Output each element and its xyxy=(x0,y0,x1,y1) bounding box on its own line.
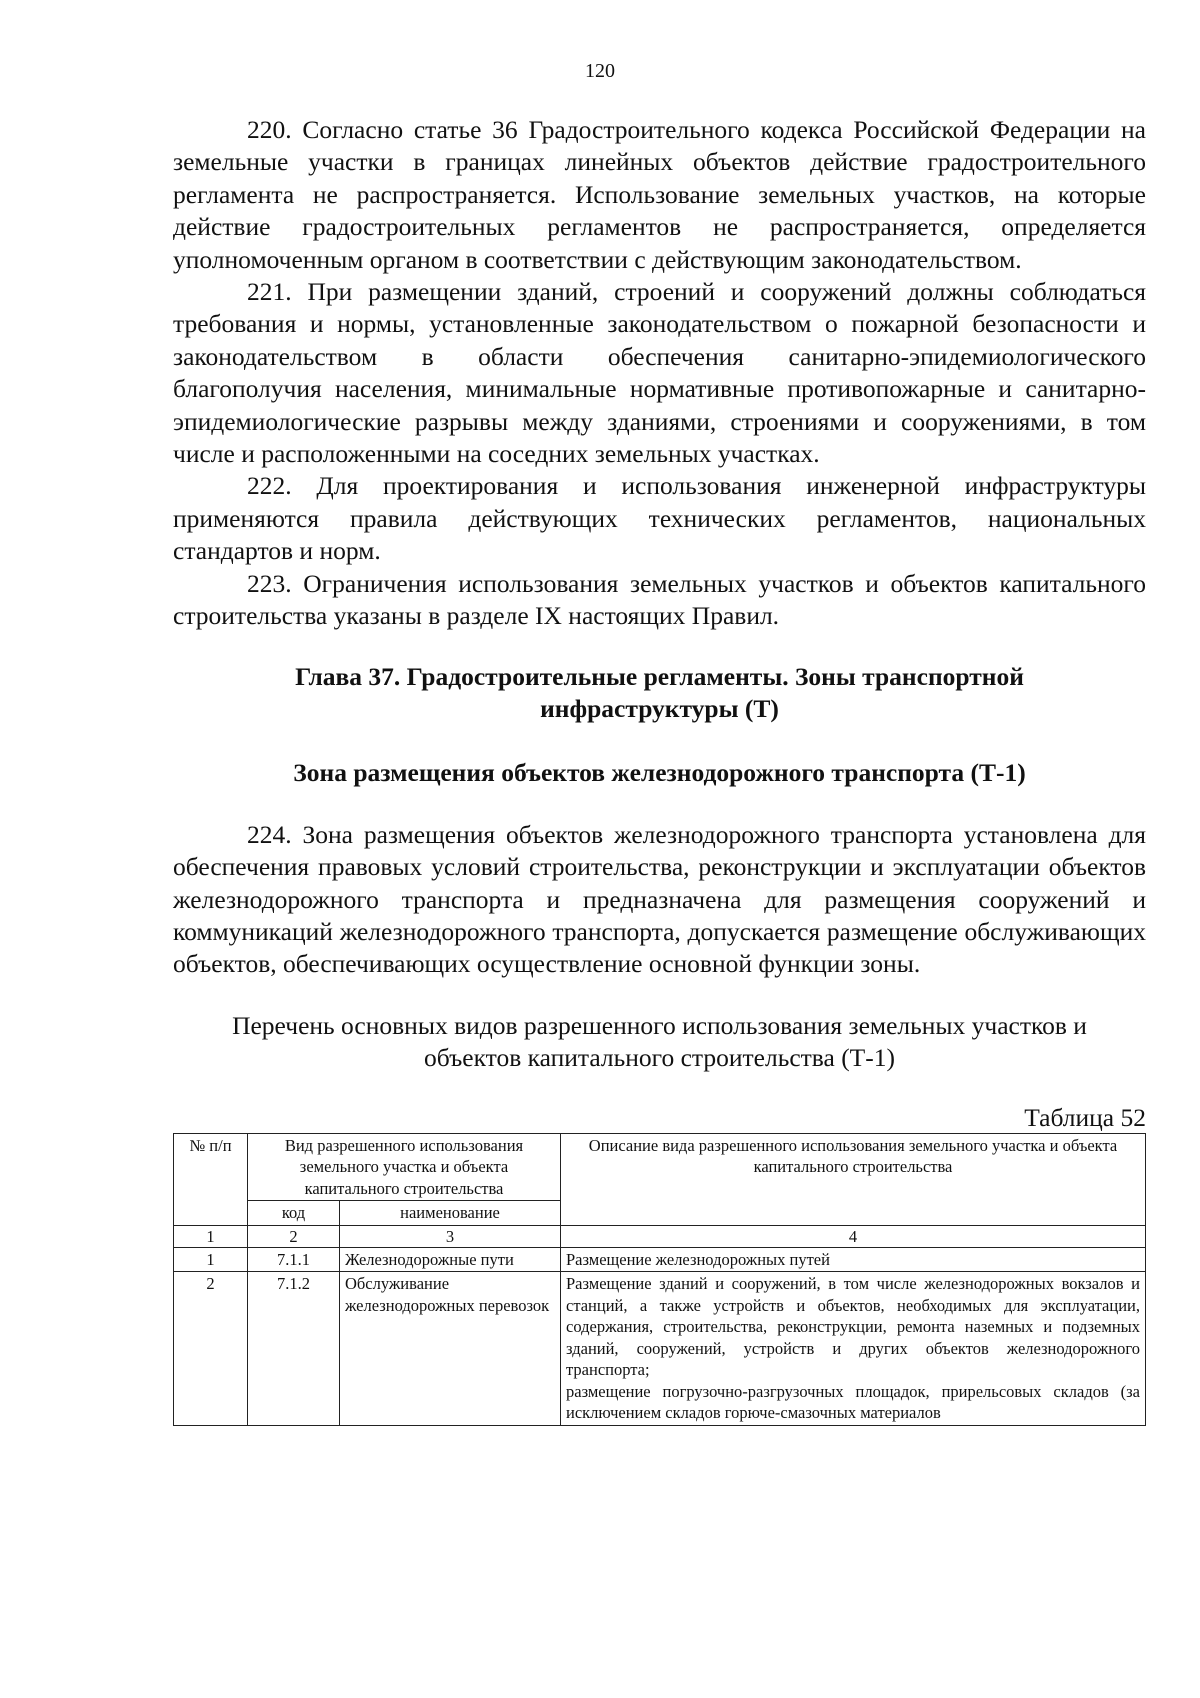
column-number: 4 xyxy=(561,1225,1146,1247)
land-use-table xyxy=(173,1133,1146,1426)
paragraph-222: 222. Для проектирования и использования инженерной инфраструктуры применяются правила действующих технических регламентов, национальных стандартов и норм. xyxy=(173,471,1146,566)
row-code: 7.1.2 xyxy=(248,1272,340,1426)
table-header-row xyxy=(174,1133,1146,1201)
row-description-part: размещение погрузочно-разгрузочных площадок, прирельсовых складов (за исключением складов горюче-смазочных материалов xyxy=(566,1381,1140,1423)
page-number: 120 xyxy=(585,60,615,82)
table-row xyxy=(174,1272,1146,1426)
header-name: наименование xyxy=(340,1201,561,1226)
table-row xyxy=(174,1247,1146,1272)
paragraph-220: 220. Согласно статье 36 Градостроительного кодекса Российской Федерации на земельные участки в границах линейных объектов действие градостроительного регламента не распространяется. Использование земельных участков, на которые действие градостроительных регламентов не распространяется, определяется уполномоченным органом в соответствии с действующим законодательством. xyxy=(173,115,1146,274)
paragraph-221: 221. При размещении зданий, строений и сооружений должны соблюдаться требования и нормы, установленные законодательством о пожарной безопасности и законодательством в области обеспечения санитарно-эпидемиологического благополучия населения, минимальные нормативные противопожарные и санитарно-эпидемиологические разрывы между зданиями, строениями и сооружениями, в том числе и расположенными на соседних земельных участках. xyxy=(173,277,1146,469)
row-description xyxy=(561,1272,1146,1426)
list-title: Перечень основных видов разрешенного использования земельных участков и объектов капитального строительства (Т-1) xyxy=(232,1010,1087,1073)
row-description-part: Размещение зданий и сооружений, в том числе железнодорожных вокзалов и станций, а также устройств и объектов, необходимых для эксплуатации, содержания, строительства, реконструкции, ремонта наземных и подземных зданий, сооружений, устройств и других объектов железнодорожного транспорта; xyxy=(566,1274,1140,1380)
paragraph-223: 223. Ограничения использования земельных участков и объектов капитального строительства указаны в разделе IX настоящих Правил. xyxy=(173,568,1146,631)
row-code: 7.1.1 xyxy=(248,1247,340,1272)
document-body xyxy=(173,114,1146,1426)
header-code: код xyxy=(248,1201,340,1226)
paragraph-224: 224. Зона размещения объектов железнодорожного транспорта установлена для обеспечения правовых условий строительства, реконструкции и эксплуатации объектов железнодорожного транспорта и предназначена для размещения сооружений и коммуникаций железнодорожного транспорта, допускается размещение обслуживающих объектов, обеспечивающих осуществление основной функции зоны. xyxy=(173,819,1146,979)
header-description: Описание вида разрешенного использования земельного участка и объекта капитального строительства xyxy=(561,1133,1146,1225)
chapter-title: Глава 37. Градостроительные регламенты. Зоны транспортной инфраструктуры (Т) xyxy=(295,661,1024,723)
column-number: 3 xyxy=(340,1225,561,1247)
row-num: 1 xyxy=(174,1247,248,1272)
section-title: Зона размещения объектов железнодорожного транспорта (Т-1) xyxy=(293,758,1026,788)
row-name: Обслуживание железнодорожных перевозок xyxy=(340,1272,561,1426)
header-kind: Вид разрешенного использования земельного участка и объекта капитального строительства xyxy=(248,1133,561,1201)
table-caption: Таблица 52 xyxy=(1024,1102,1146,1132)
row-name: Железнодорожные пути xyxy=(340,1247,561,1272)
column-number: 2 xyxy=(248,1225,340,1247)
row-description: Размещение железнодорожных путей xyxy=(561,1247,1146,1272)
column-number: 1 xyxy=(174,1225,248,1247)
column-number-row xyxy=(174,1225,1146,1247)
header-num: № п/п xyxy=(174,1133,248,1225)
row-num: 2 xyxy=(174,1272,248,1426)
